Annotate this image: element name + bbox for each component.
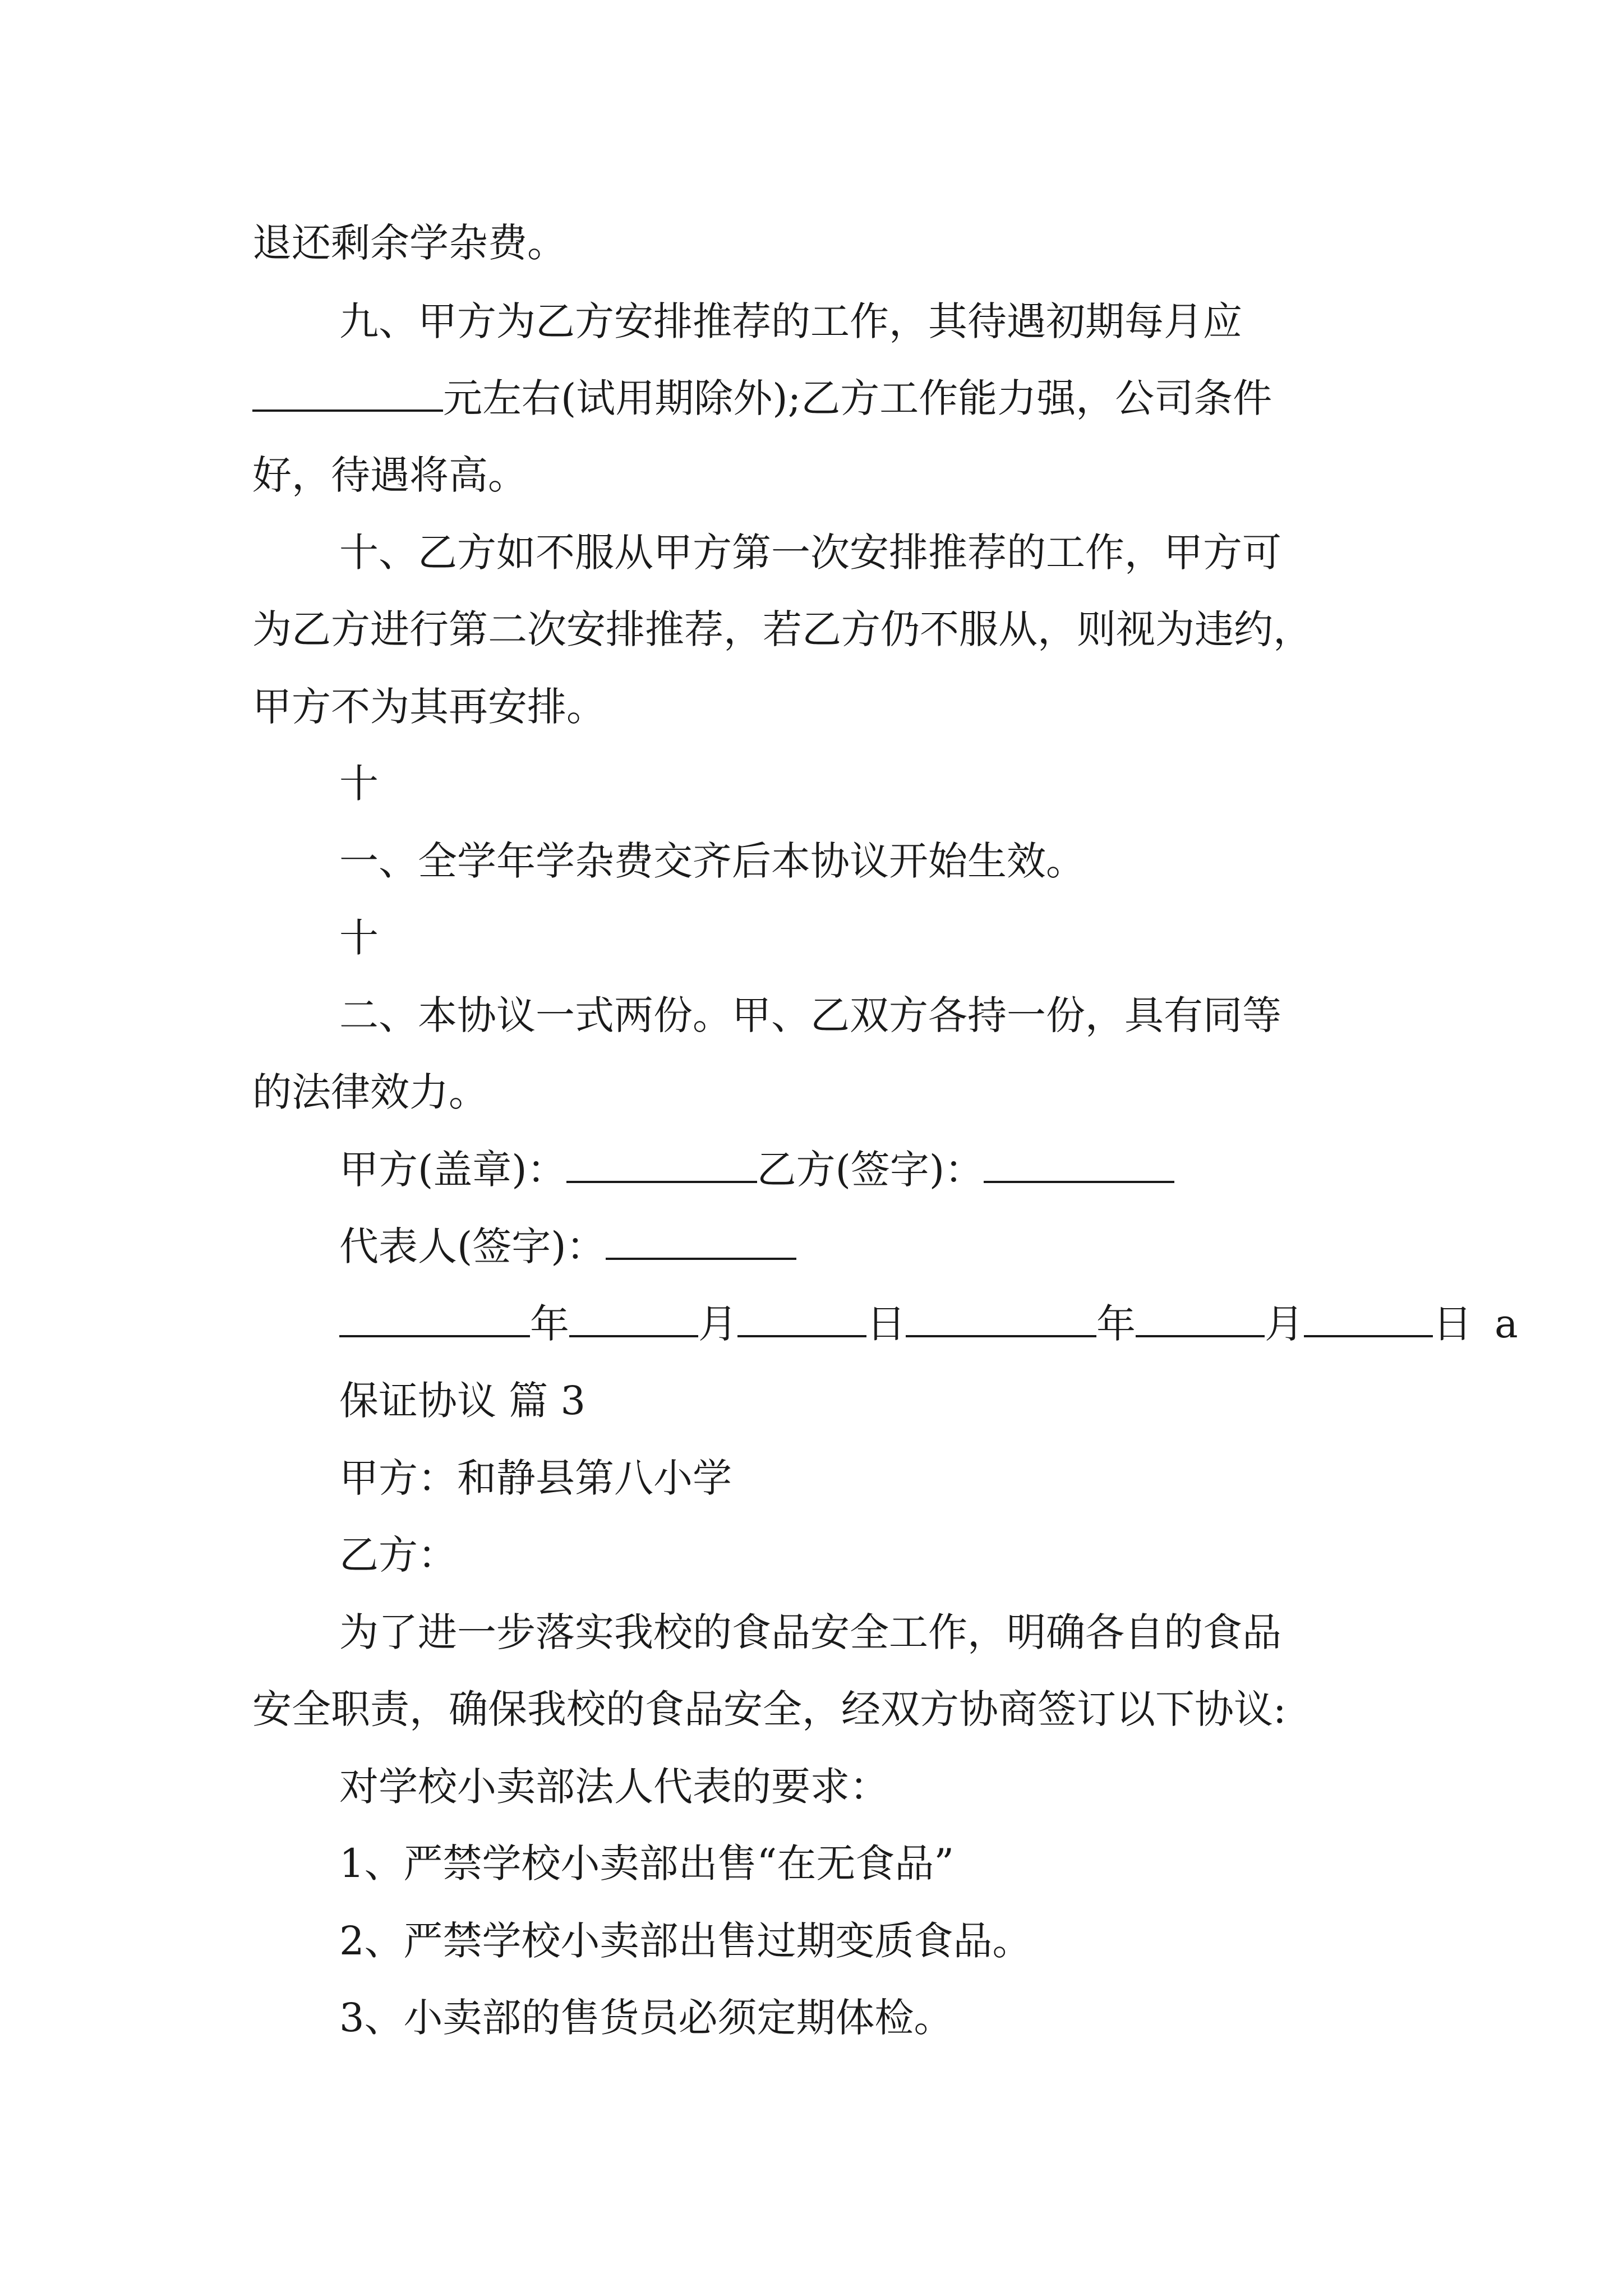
- year-label: 年: [530, 1301, 569, 1347]
- date-line: [339, 1296, 1518, 1352]
- year-label-2: 年: [1096, 1301, 1136, 1347]
- month-label: 月: [698, 1301, 737, 1347]
- requirement-item-1: 1、严禁学校小卖部出售“在无食品”: [339, 1841, 955, 1887]
- clause-12-line-2: 的法律效力。: [252, 1069, 488, 1115]
- day-blank: [737, 1300, 866, 1337]
- clause-11-number: 十: [339, 761, 379, 807]
- fill-in-blank: [252, 375, 443, 412]
- preamble-line-2: 安全职责，确保我校的食品安全，经双方协商签订以下协议:: [252, 1686, 1287, 1732]
- party-b-sign-label: 乙方(签字)：: [757, 1147, 984, 1193]
- party-a-seal-label: 甲方(盖章)：: [339, 1147, 566, 1193]
- day-label-2: 日: [1433, 1301, 1472, 1347]
- clause-9-line-3: 好，待遇将高。: [252, 452, 527, 498]
- text-line: 退还剩余学杂费。: [252, 220, 566, 266]
- clause-9-line-1: 九、甲方为乙方安排推荐的工作，其待遇初期每月应: [339, 298, 1242, 344]
- year-blank: [339, 1300, 530, 1337]
- signature-line-parties: [339, 1142, 1174, 1198]
- party-a-line: 甲方：和静县第八小学: [339, 1455, 732, 1501]
- requirement-item-2: 2、严禁学校小卖部出售过期变质食品。: [339, 1918, 1032, 1964]
- requirements-heading: 对学校小卖部法人代表的要求：: [339, 1764, 889, 1810]
- clause-9-text: 元左右(试用期除外);乙方工作能力强，公司条件: [443, 375, 1272, 421]
- party-b-line: 乙方：: [339, 1532, 457, 1578]
- preamble-line-1: 为了进一步落实我校的食品安全工作，明确各自的食品: [339, 1609, 1281, 1655]
- clause-10-line-3: 甲方不为其再安排。: [252, 684, 606, 730]
- date-suffix: a: [1495, 1301, 1518, 1347]
- month-label-2: 月: [1265, 1301, 1304, 1347]
- section-heading: 保证协议 篇 3: [339, 1378, 586, 1424]
- representative-sign-label: 代表人(签字)：: [339, 1223, 606, 1269]
- party-b-sign-blank: [984, 1146, 1174, 1183]
- clause-11-text: 一、全学年学杂费交齐后本协议开始生效。: [339, 838, 1085, 884]
- month-blank: [569, 1300, 698, 1337]
- requirement-item-3: 3、小卖部的售货员必须定期体检。: [339, 1995, 953, 2041]
- clause-12-line-1: 二、本协议一式两份。甲、乙双方各持一份，具有同等: [339, 992, 1281, 1038]
- month-blank-2: [1136, 1300, 1265, 1337]
- clause-10-line-1: 十、乙方如不服从甲方第一次安排推荐的工作，甲方可: [339, 530, 1281, 576]
- representative-sign-blank: [606, 1223, 796, 1260]
- clause-9-line-2: [252, 370, 1272, 426]
- clause-10-line-2: 为乙方进行第二次安排推荐，若乙方仍不服从，则视为违约，: [252, 606, 1312, 652]
- party-a-seal-blank: [566, 1146, 757, 1183]
- year-blank-2: [906, 1300, 1096, 1337]
- day-label: 日: [866, 1301, 906, 1347]
- signature-line-representative: [339, 1218, 796, 1274]
- day-blank-2: [1304, 1300, 1433, 1337]
- clause-12-number: 十: [339, 915, 379, 961]
